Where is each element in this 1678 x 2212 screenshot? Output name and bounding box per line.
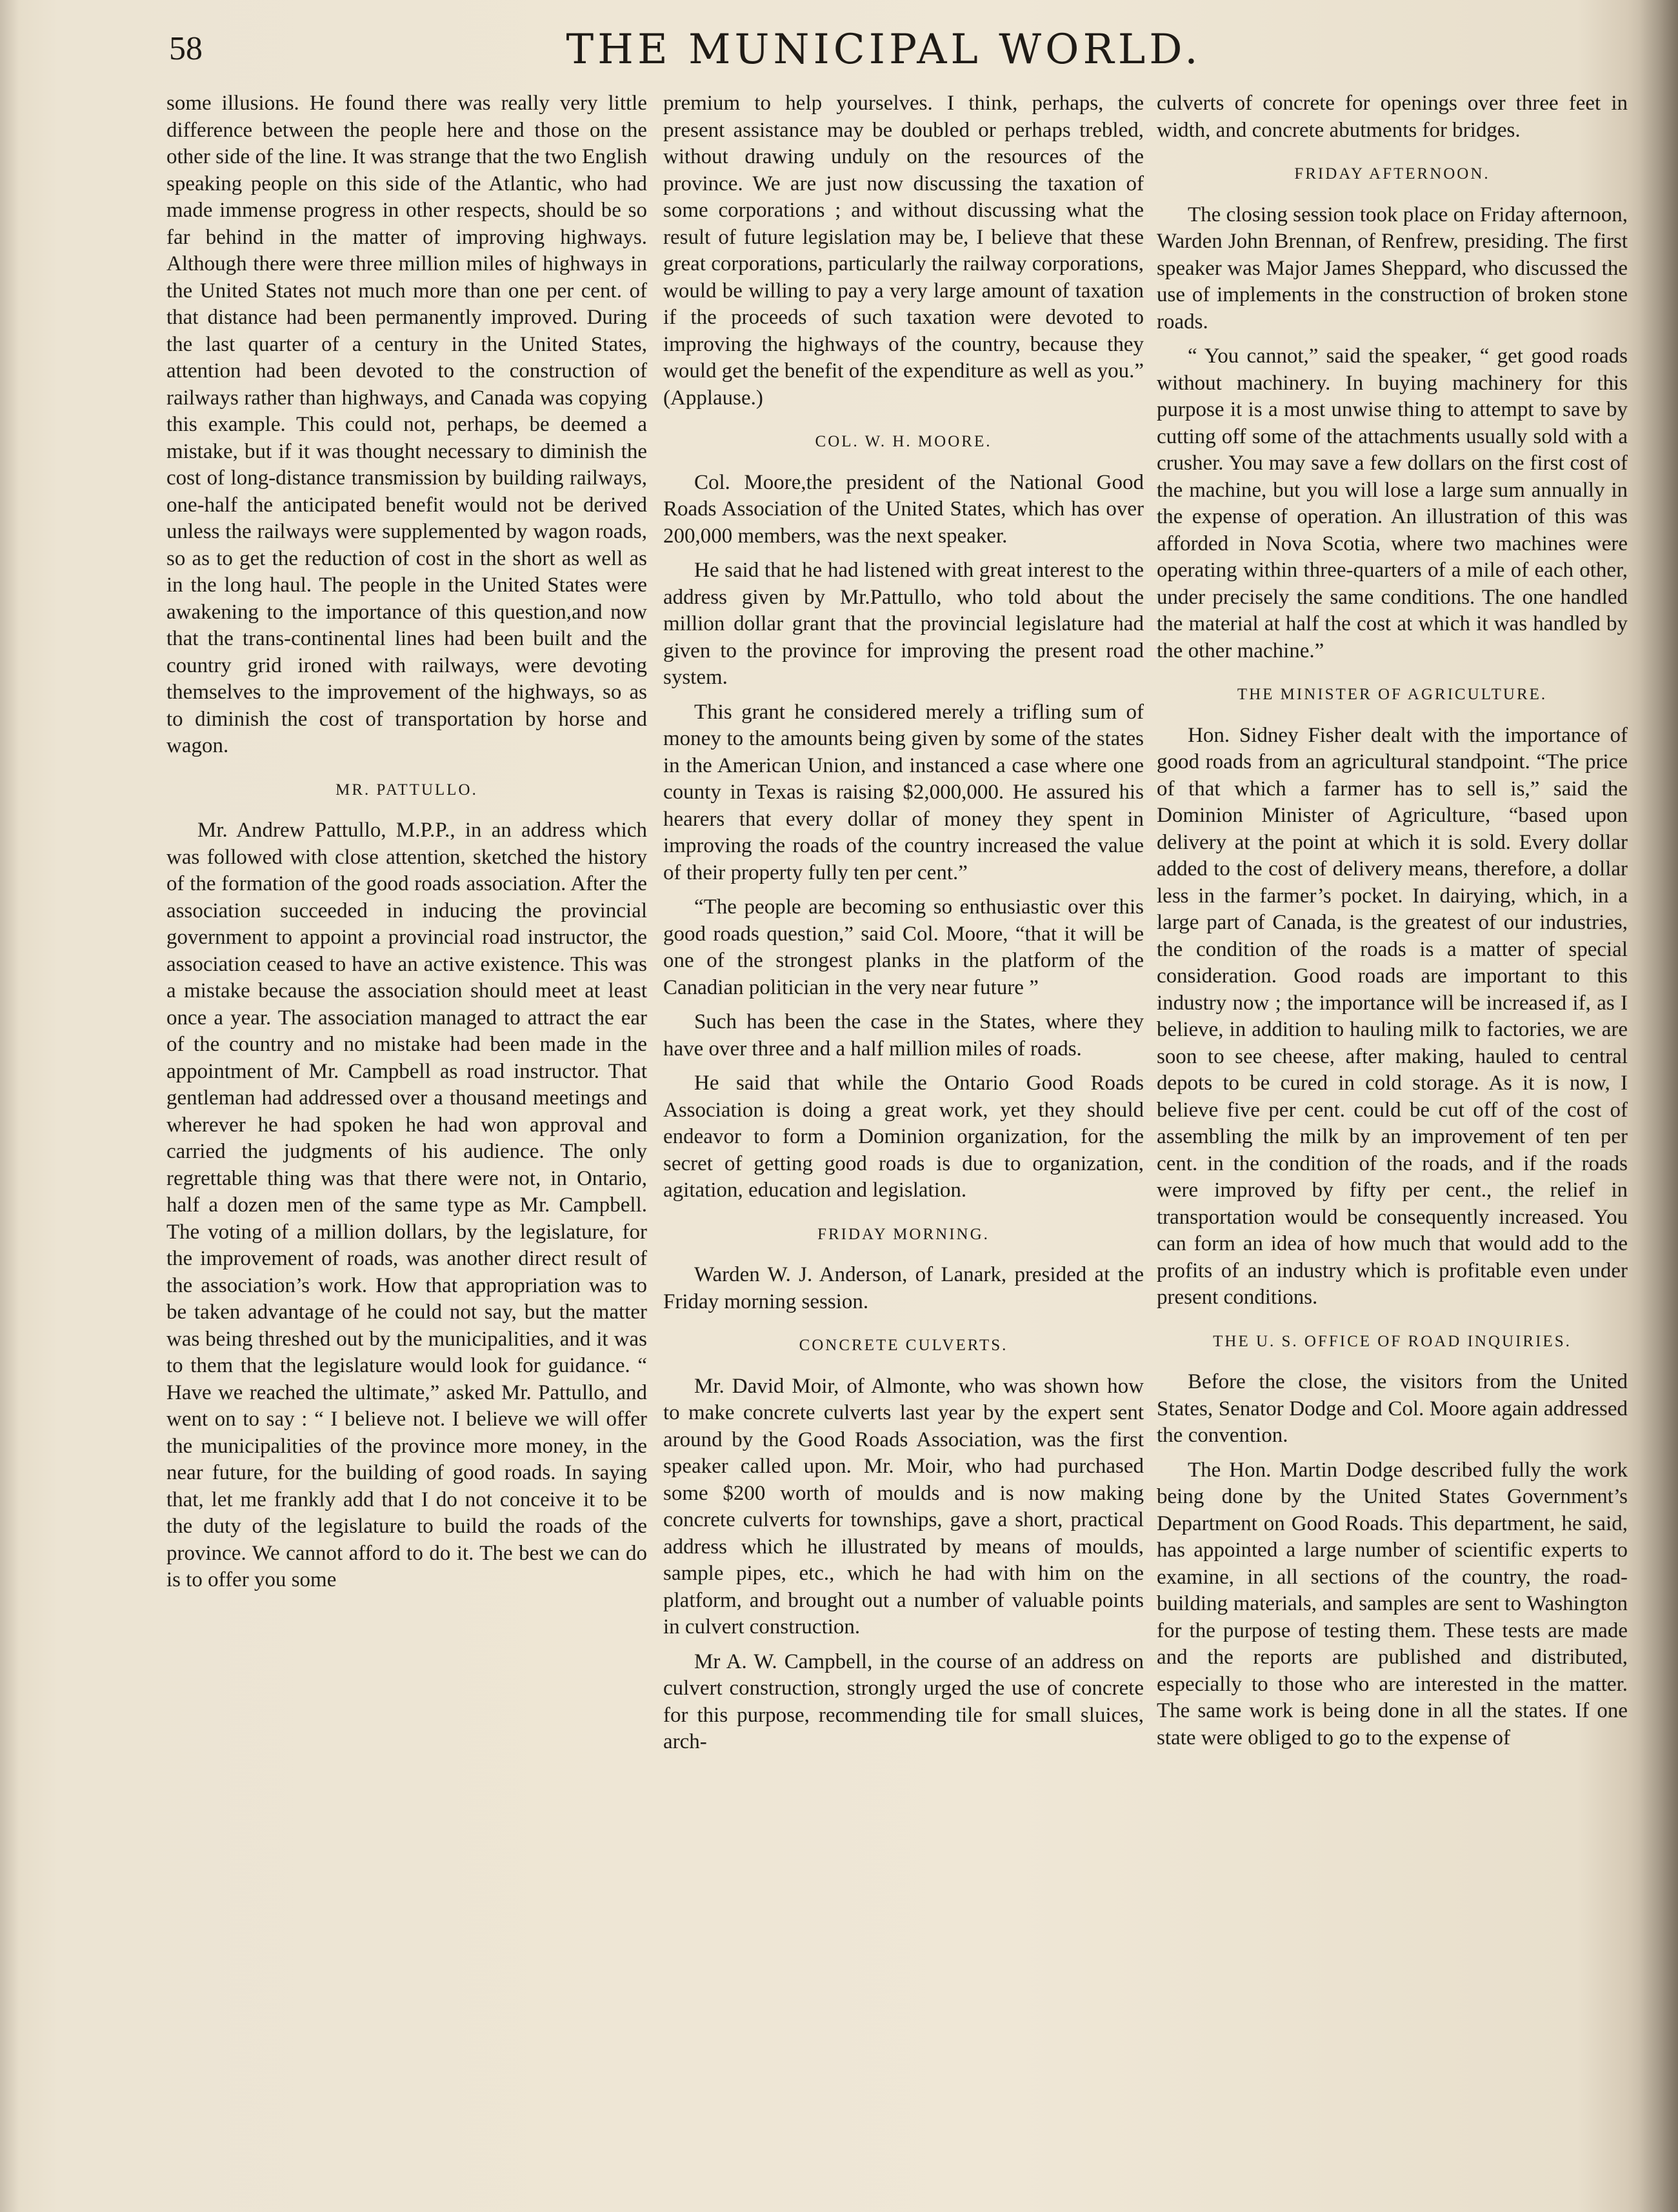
paragraph: He said that he had listened with great interest to the address given by Mr.Pattullo, who told about the million dollar grant that the provincial legislature had given to the province for improving the present road system. xyxy=(663,559,1144,689)
page-edge-shadow xyxy=(1639,0,1678,2212)
paragraph: Before the close, the visitors from the United States, Senator Dodge and Col. Moore again addressed the convention. xyxy=(1157,1370,1628,1447)
column-3 xyxy=(1157,90,1628,1759)
section-heading: MR. PATTULLO. xyxy=(335,781,478,799)
page-header xyxy=(129,26,1639,97)
paragraph: premium to help yourselves. I think, perhaps, the present assistance may be doubled or perhaps trebled, without drawing unduly on the resources of the province. We are just now discussing the taxation of some corporations ; and without discussing what the result of future legislation may be, I believe that these great corporations, particularly the railway corporations, would be willing to pay a very large amount of taxation if the proceeds of such taxation were devoted to improving the highways of the country, because they would get the benefit of the expenditure as well as you.” (Applause.) xyxy=(663,92,1144,410)
paragraph: He said that while the Ontario Good Roads Association is doing a great work, yet they should endeavor to form a Dominion organization, for the secret of getting good roads is due to organization, agitation, education and legislation. xyxy=(663,1071,1144,1202)
journal-title: THE MUNICIPAL WORLD. xyxy=(566,26,1202,74)
paragraph: Mr A. W. Campbell, in the course of an address on culvert construction, strongly urged the use of concrete for this purpose, recommending tile for small sluices, arch- xyxy=(663,1649,1144,1753)
column-1 xyxy=(166,90,647,1602)
paragraph: culverts of concrete for openings over three feet in width, and concrete abutments for bridges. xyxy=(1157,92,1628,142)
paragraph: Such has been the case in the States, where they have over three and a half million miles of roads. xyxy=(663,1010,1144,1061)
section-heading: THE U. S. OFFICE OF ROAD INQUIRIES. xyxy=(1213,1332,1572,1350)
paragraph: The Hon. Martin Dodge described fully the work being done by the United States Government’s Department on Good Roads. This department, he said, has appointed a large number of scientific experts to examine, in all sections of the country, the road-building materials, and samples are sent to Washington for the purpose of testing them. These tests are made and the reports are published and distributed, especially to those who are interested in the matter. The same work is being done in all the states. If one state were obliged to go to the expense of xyxy=(1157,1458,1628,1749)
section-heading: FRIDAY MORNING. xyxy=(817,1225,990,1243)
paragraph: Warden W. J. Anderson, of Lanark, presided at the Friday morning session. xyxy=(663,1263,1144,1313)
column-2 xyxy=(663,90,1144,1764)
paragraph: The closing session took place on Friday afternoon, Warden John Brennan, of Renfrew, presiding. The first speaker was Major James Sheppard, who discussed the use of implements in the construction of broken stone roads. xyxy=(1157,203,1628,334)
section-heading: FRIDAY AFTERNOON. xyxy=(1294,165,1490,183)
paragraph: some illusions. He found there was really very little difference between the people here and those on the other side of the line. It was strange that the two English speaking people on this side of the Atlantic, who had made immense progress in other respects, should be so far behind in the matter of improving highways. Although there were three million miles of highways in the United States not much more than one per cent. of that distance had been permanently improved. During the last quarter of a century in the United States, attention had been devoted to the construction of railways rather than highways, and Canada was copying this example. This could not, perhaps, be deemed a mistake, but if it was thought necessary to diminish the cost of long-distance transmission by building railways, one-half the anticipated benefit would not be derived unless the railways were supplemented by wagon roads, so as to get the reduction of cost in the short as well as in the long haul. The people in the United States were awakening to the importance of this question,and now that the trans-continental lines had been built and the country grid ironed with railways, were devoting themselves to the improvement of the highways, so as to diminish the cost of transportation by horse and wagon. xyxy=(166,92,647,757)
paragraph: This grant he considered merely a trifling sum of money to the amounts being given by some of the states in the American Union, and instanced a case where one county in Texas is raising $2,000,000. He assured his hearers that every dollar of money they spent in improving the roads of the country increased the value of their property fully ten per cent.” xyxy=(663,700,1144,884)
section-heading: THE MINISTER OF AGRICULTURE. xyxy=(1237,686,1548,703)
section-heading: COL. W. H. MOORE. xyxy=(815,433,992,450)
paragraph: Col. Moore,the president of the National Good Roads Association of the United States, which has over 200,000 members, was the next speaker. xyxy=(663,470,1144,548)
paragraph: “ You cannot,” said the speaker, “ get good roads without machinery. In buying machinery for this purpose it is a most unwise thing to attempt to save by cutting off some of the attachments usually sold with a crusher. You may save a few dollars on the first cost of the machine, but you will lose a large sum annually in the expense of operation. An illustration of this was afforded in Nova Scotia, where two machines were operating within three-quarters of a mile of each other, under precisely the same conditions. The one handled the material at half the cost at which it was handled by the other machine.” xyxy=(1157,344,1628,663)
paragraph: Mr. David Moir, of Almonte, who was shown how to make concrete culverts last year by the expert sent around by the Good Roads Association, was the first speaker called upon. Mr. Moir, who had purchased some $200 worth of moulds and is now making concrete culverts for townships, gave a short, practical address which he illustrated by means of moulds, sample pipes, etc., which he had with him on the platform, and brought out a number of valuable points in culvert construction. xyxy=(663,1374,1144,1639)
paragraph: Mr. Andrew Pattullo, M.P.P., in an address which was followed with close attention, sketched the history of the formation of the good roads association. After the association succeeded in inducing the provincial government to appoint a provincial road instructor, the association ceased to have an active existence. This was a mistake because the association should meet at least once a year. The association managed to attract the ear of the country and no mistake had been made in the appointment of Mr. Campbell as road instructor. That gentleman had addressed over a thousand meetings and wherever he had spoken he had won approval and carried the judgments of his audience. The only regrettable thing was that there were not, in Ontario, half a dozen men of the same type as Mr. Campbell. The voting of a million dollars, by the legislature, for the improvement of roads, was another direct result of the association’s work. How that appropriation was to be taken advantage of he could not say, but the matter was being threshed out by the municipalities, and it was to them that the legislature would look for guidance. “ Have we reached the ultimate,” asked Mr. Pattullo, and went on to say : “ I believe not. I believe we will offer the municipalities of the province more money, in the near future, for the building of good roads. In saying that, let me frankly add that I do not conceive it to be the duty of the legislature to build the roads of the province. We cannot afford to do it. The best we can do is to offer you some xyxy=(166,819,647,1591)
page-number: 58 xyxy=(169,30,203,67)
section-heading: CONCRETE CULVERTS. xyxy=(799,1337,1008,1354)
paragraph: “The people are becoming so enthusiastic over this good roads question,” said Col. Moore, “that it will be one of the strongest planks in the platform of the Canadian politician in the very near future ” xyxy=(663,895,1144,999)
paragraph: Hon. Sidney Fisher dealt with the importance of good roads from an agricultural standpoint. “The price of that which a farmer has to sell is,” said the Dominion Minister of Agriculture, “based upon delivery at the point at which it is sold. Every dollar added to the cost of delivery means, therefore, a dollar less in the farmer’s pocket. In dairying, which, in a large part of Canada, is the greatest of our industries, the condition of the roads is a matter of special consideration. Good roads are important to this industry now ; the importance will be increased if, as I believe, in addition to hauling milk to factories, we are soon to see cheese, after making, hauled to central depots to be cured in cold storage. As it is now, I believe five per cent. could be cut off of the cost of assembling the milk by an improvement of ten per cent. in the condition of the roads, and if the roads were improved by fifty per cent., the relief in transportation would be consequently increased. You can form an idea of how much that would add to the profits of an industry which is profitable even under present conditions. xyxy=(1157,723,1628,1309)
